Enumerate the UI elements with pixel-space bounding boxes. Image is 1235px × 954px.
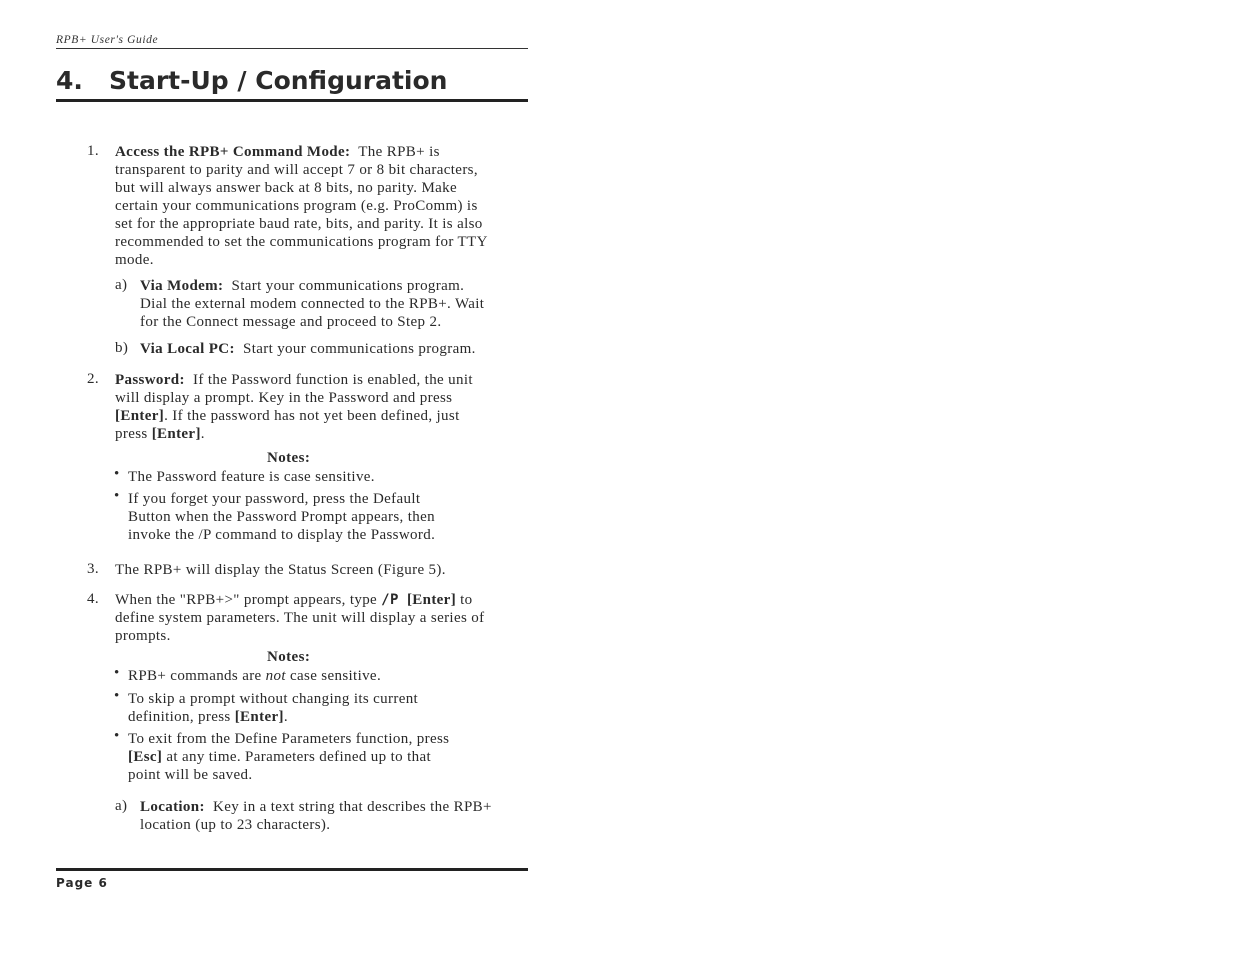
- substep-1a-marker: a): [115, 277, 128, 293]
- title-rule: [56, 99, 528, 102]
- bullet-icon: •: [114, 665, 120, 681]
- bullet-icon: •: [114, 488, 120, 504]
- enter-key: [Enter]: [151, 426, 201, 442]
- substep-1a-title: Via Modem:: [140, 278, 224, 294]
- substep-1b-title: Via Local PC:: [140, 341, 235, 357]
- esc-key: [Esc]: [128, 749, 163, 765]
- substep-1a-text: Via Modem: Start your communications program. Dial the external modem connected to the RPB+. Wait for the Connect message and proceed to Step 2.: [140, 278, 485, 330]
- bullet-icon: •: [114, 688, 120, 704]
- header-rule: [56, 48, 528, 49]
- note-item: To skip a prompt without changing its current definition, press [Enter].: [128, 691, 419, 725]
- chapter-title-text: Start-Up / Configuration: [109, 66, 448, 95]
- substep-4a-title: Location:: [140, 799, 205, 815]
- page-number: Page 6: [56, 876, 108, 890]
- step-2-title: Password:: [115, 372, 185, 388]
- bullet-icon: •: [114, 466, 120, 482]
- step-1-number: 1.: [87, 143, 99, 159]
- step-2-text: Password: If the Password function is enabled, the unit will display a prompt. Key in the Password and press [Enter]. If the password has not yet been defined, just press [Enter].: [115, 372, 473, 442]
- step-1-text: Access the RPB+ Command Mode: The RPB+ is transparent to parity and will accept 7 or 8 bit characters, but will always answer back at 8 bits, no parity. Make certain your communications program (e.g. ProComm) is set for the appropriate baud rate, bits, and parity. It is also recommended to set the communications program for TTY mode.: [115, 144, 488, 268]
- step-3-number: 3.: [87, 561, 99, 577]
- enter-key: [Enter]: [115, 408, 165, 424]
- chapter-title: [56, 66, 447, 95]
- substep-4a-text: Location: Key in a text string that describes the RPB+ location (up to 23 characters).: [140, 799, 492, 833]
- step-1-title: Access the RPB+ Command Mode:: [115, 144, 351, 160]
- notes-heading: Notes:: [267, 649, 311, 665]
- command-text: /P: [381, 592, 399, 608]
- note-item: RPB+ commands are not case sensitive.: [128, 668, 382, 684]
- notes-heading: Notes:: [267, 450, 311, 466]
- footer-rule: [56, 868, 528, 871]
- note-item: The Password feature is case sensitive.: [128, 469, 375, 485]
- enter-key: [Enter]: [406, 592, 457, 608]
- enter-key: [Enter]: [234, 709, 284, 725]
- step-4-text: When the "RPB+>" prompt appears, type /P [Enter] to define system parameters. The unit will display a series of prompts.: [115, 592, 485, 644]
- note-item: If you forget your password, press the Default Button when the Password Prompt appears, then invoke the /P command to display the Password.: [128, 491, 436, 543]
- substep-1b-text: Via Local PC: Start your communications program.: [140, 341, 476, 357]
- step-3-text: The RPB+ will display the Status Screen (Figure 5).: [115, 562, 446, 578]
- running-head: RPB+ User's Guide: [56, 34, 159, 46]
- bullet-icon: •: [114, 728, 120, 744]
- substep-1b-marker: b): [115, 340, 129, 356]
- chapter-number: 4.: [56, 66, 83, 95]
- note-item: To exit from the Define Parameters function, press [Esc] at any time. Parameters defined up to that point will be saved.: [128, 731, 450, 783]
- step-2-number: 2.: [87, 371, 99, 387]
- substep-4a-marker: a): [115, 798, 128, 814]
- step-4-number: 4.: [87, 591, 99, 607]
